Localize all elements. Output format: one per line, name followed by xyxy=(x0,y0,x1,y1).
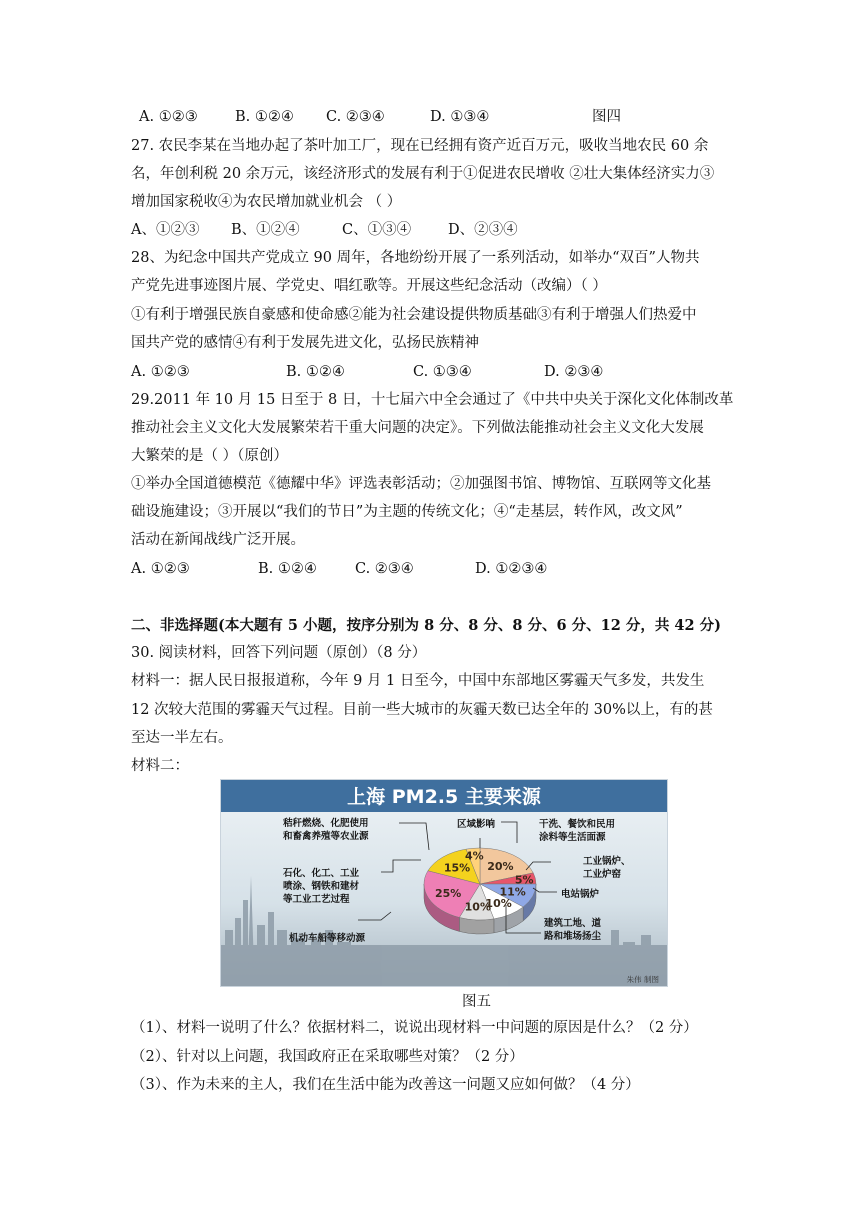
figure-title: 上海 PM2.5 主要来源 xyxy=(347,786,541,808)
material-1-line-1: 材料一：据人民日报报道称，今年 9 月 1 日至今，中国中东部地区雾霾天气多发，共发生 xyxy=(131,673,705,689)
q29-line-5: 础设施建设；③开展以“我们的节日”为主题的传统文化；④“走基层，转作风，改文风” xyxy=(131,504,683,520)
q27-option-c: C、①③④ xyxy=(342,222,412,238)
q28-option-d: D. ②③④ xyxy=(544,364,604,380)
label-regional: 区域影响 xyxy=(457,819,496,830)
q28-line-4: 国共产党的感情④有利于发展先进文化，弘扬民族精神 xyxy=(131,335,479,351)
label-dry-2: 涂料等生活面源 xyxy=(539,832,606,843)
q28-line-1: 28、为纪念中国共产党成立 90 周年，各地纷纷开展了一系列活动，如举办“双百”人物共 xyxy=(131,250,700,266)
q29-option-a: A. ①②③ xyxy=(131,561,190,577)
pie-value-label: 10% xyxy=(485,896,512,910)
q27-line-2: 名，年创利税 20 余万元，该经济形式的发展有利于①促进农民增收 ②壮大集体经济实力③ xyxy=(131,166,715,182)
pie-value-label: 25% xyxy=(434,886,462,900)
q28-line-3: ①有利于增强民族自豪感和使命感②能为社会建设提供物质基础③有利于增强人们热爱中 xyxy=(131,307,697,323)
q29-option-c: C. ②③④ xyxy=(355,561,414,577)
figure-5-caption: 图五 xyxy=(462,994,491,1010)
label-agri-2: 和畜禽养殖等农业源 xyxy=(283,831,369,842)
pie-value-label: 15% xyxy=(443,861,471,875)
label-power: 电站锅炉 xyxy=(561,889,600,900)
q27-option-b: B、①②④ xyxy=(231,222,300,238)
q26-option-a: A. ①②③ xyxy=(139,109,198,125)
q28-option-a: A. ①②③ xyxy=(131,364,190,380)
pie-value-label: 10% xyxy=(464,900,491,914)
label-industry-1: 石化、化工、工业 xyxy=(283,868,360,879)
section-2-heading: 二、非选择题(本大题有 5 小题，按序分别为 8 分、8 分、8 分、6 分、12 分，共 42 分) xyxy=(131,617,722,634)
label-boiler-2: 工业炉窑 xyxy=(583,869,622,880)
material-1-line-3: 至达一半左右。 xyxy=(131,730,233,746)
pie-value-label: 20% xyxy=(487,859,514,873)
material-2-label: 材料二： xyxy=(131,758,189,774)
label-industry-3: 等工业工艺过程 xyxy=(283,894,350,905)
figure-4-label: 图四 xyxy=(592,109,621,125)
q28-option-c: C. ①③④ xyxy=(413,364,472,380)
figure-credit: 朱伟 制图 xyxy=(626,975,659,984)
label-agri-1: 秸秆燃烧、化肥使用 xyxy=(283,818,369,829)
q27-option-a: A、①②③ xyxy=(131,222,200,238)
q29-line-1: 29.2011 年 10 月 15 日至于 8 日，十七届六中全会通过了《中共中央关于深化文化体制改革 xyxy=(131,392,734,408)
q30-sub-1: （1）、材料一说明了什么？依据材料二，说说出现材料一中问题的原因是什么？（2 分） xyxy=(131,1020,698,1036)
q26-option-c: C. ②③④ xyxy=(326,109,385,125)
q28-line-2: 产党先进事迹图片展、学党史、唱红歌等。开展这些纪念活动（改编）（ ） xyxy=(131,278,607,294)
q27-line-1: 27. 农民李某在当地办起了茶叶加工厂，现在已经拥有资产近百万元，吸收当地农民 60 余 xyxy=(131,138,709,154)
q30-sub-3: （3）、作为未来的主人，我们在生活中能为改善这一问题又应如何做？（4 分） xyxy=(131,1077,640,1093)
pie-value-label: 4% xyxy=(465,849,484,863)
pm25-sources-chart xyxy=(221,780,667,986)
label-industry-2: 喷涂、钢铁和建材 xyxy=(283,881,360,892)
q29-line-2: 推动社会主义文化大发展繁荣若干重大问题的决定》。下列做法能推动社会主义文化大发展 xyxy=(131,420,704,436)
q26-option-b: B. ①②④ xyxy=(235,109,294,125)
label-dust-1: 建筑工地、道 xyxy=(544,918,602,929)
q29-option-b: B. ①②④ xyxy=(258,561,317,577)
q27-line-3: 增加国家税收④为农民增加就业机会 （ ） xyxy=(131,194,402,210)
label-vehicle: 机动车船等移动源 xyxy=(289,933,366,944)
q29-line-4: ①举办全国道德模范《德耀中华》评选表彰活动；②加强图书馆、博物馆、互联网等文化基 xyxy=(131,476,711,492)
label-boiler-1: 工业锅炉、 xyxy=(583,856,631,867)
q30-sub-2: （2）、针对以上问题，我国政府正在采取哪些对策？（2 分） xyxy=(131,1049,524,1065)
pie-value-label: 5% xyxy=(514,873,534,887)
q29-option-d: D. ①②③④ xyxy=(475,561,548,577)
q28-option-b: B. ①②④ xyxy=(286,364,345,380)
pm25-sources-figure xyxy=(220,779,668,987)
q29-line-6: 活动在新闻战线广泛开展。 xyxy=(131,532,305,548)
q27-option-d: D、②③④ xyxy=(448,222,518,238)
material-1-line-2: 12 次较大范围的雾霾天气过程。目前一些大城市的灰霾天数已达全年的 30%以上，有的甚 xyxy=(131,702,713,718)
pie-value-label: 11% xyxy=(499,885,526,899)
label-dry-1: 干洗、餐饮和民用 xyxy=(539,819,616,830)
q30-title: 30. 阅读材料，回答下列问题（原创）（8 分） xyxy=(131,645,427,661)
label-dust-2: 路和堆场扬尘 xyxy=(544,931,602,942)
q29-line-3: 大繁荣的是（ ）（原创） xyxy=(131,448,288,464)
q26-option-d: D. ①③④ xyxy=(430,109,490,125)
